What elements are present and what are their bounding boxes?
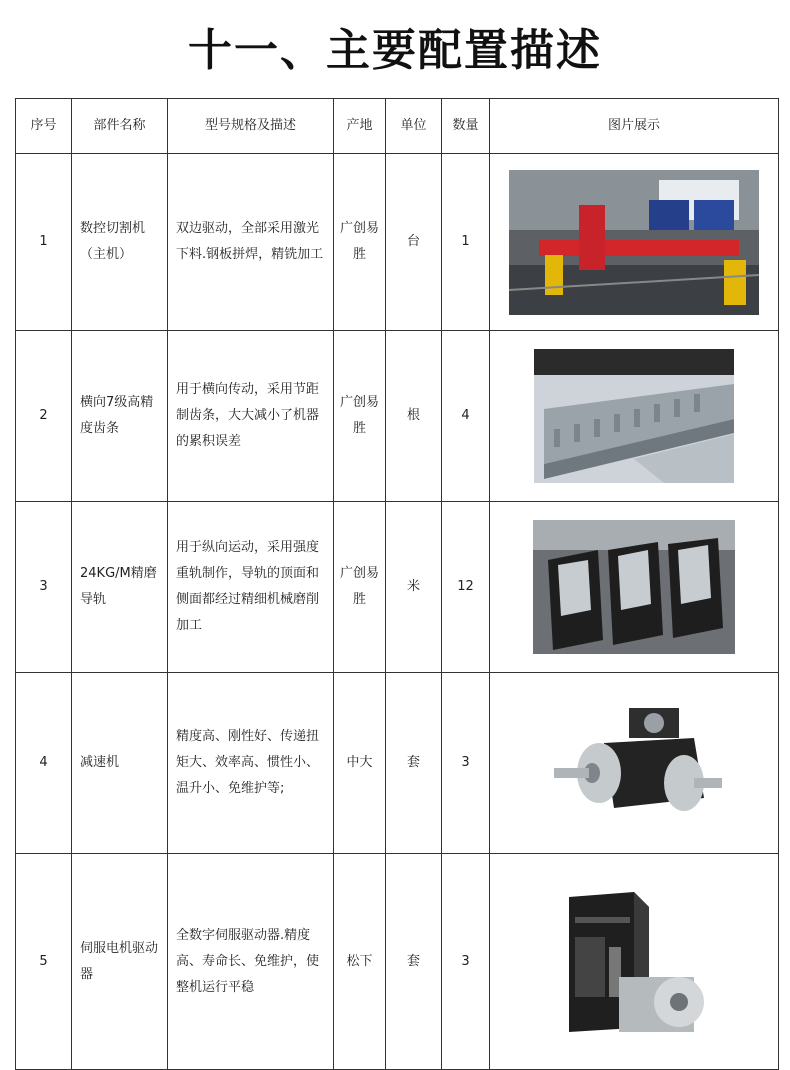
- row-qty: 3: [442, 673, 490, 854]
- row-origin: 广创易胜: [334, 154, 386, 331]
- guide-rail-photo: [533, 520, 735, 654]
- gear-rack-photo: [534, 349, 734, 483]
- row-desc: 用于横向传动，采用节距制齿条，大大减小了机器的累积误差: [168, 331, 334, 502]
- row-unit: 米: [386, 502, 442, 673]
- reducer-photo: [544, 698, 724, 828]
- table-row: [16, 154, 779, 331]
- row-desc: 用于纵向运动，采用强度重轨制作，导轨的顶面和侧面都经过精细机械磨削加工: [168, 502, 334, 673]
- row-unit: 套: [386, 854, 442, 1070]
- table-row: [16, 331, 779, 502]
- row-qty: 12: [442, 502, 490, 673]
- gantry-cutting-machine-photo: [509, 170, 759, 315]
- header-no: 序号: [16, 99, 72, 154]
- row-no: 1: [16, 154, 72, 331]
- row-desc: 全数字伺服驱动器.精度高、寿命长、免维护，使整机运行平稳: [168, 854, 334, 1070]
- row-image-cell: [490, 331, 779, 502]
- row-qty: 3: [442, 854, 490, 1070]
- row-no: 2: [16, 331, 72, 502]
- header-qty: 数量: [442, 99, 490, 154]
- header-desc: 型号规格及描述: [168, 99, 334, 154]
- row-name: 减速机: [72, 673, 168, 854]
- row-unit: 根: [386, 331, 442, 502]
- row-desc: 精度高、刚性好、传递扭矩大、效率高、惯性小、温升小、免维护等;: [168, 673, 334, 854]
- table-row: [16, 502, 779, 673]
- servo-motor-driver-photo: [539, 887, 729, 1037]
- row-name: 伺服电机驱动器: [72, 854, 168, 1070]
- table-row: [16, 854, 779, 1070]
- row-no: 4: [16, 673, 72, 854]
- row-no: 5: [16, 854, 72, 1070]
- table-row: [16, 673, 779, 854]
- row-no: 3: [16, 502, 72, 673]
- row-origin: 中大: [334, 673, 386, 854]
- row-image-cell: [490, 854, 779, 1070]
- row-unit: 套: [386, 673, 442, 854]
- header-unit: 单位: [386, 99, 442, 154]
- row-desc: 双边驱动，全部采用激光下料.钢板拼焊，精铣加工: [168, 154, 334, 331]
- header-row: [16, 99, 779, 154]
- config-table: [15, 98, 779, 1070]
- row-name: 数控切割机（主机）: [72, 154, 168, 331]
- row-origin: 广创易胜: [334, 331, 386, 502]
- row-image-cell: [490, 154, 779, 331]
- row-origin: 松下: [334, 854, 386, 1070]
- header-origin: 产地: [334, 99, 386, 154]
- row-qty: 1: [442, 154, 490, 331]
- row-image-cell: [490, 673, 779, 854]
- header-image: 图片展示: [490, 99, 779, 154]
- header-name: 部件名称: [72, 99, 168, 154]
- row-qty: 4: [442, 331, 490, 502]
- row-name: 24KG/M精磨导轨: [72, 502, 168, 673]
- row-image-cell: [490, 502, 779, 673]
- row-origin: 广创易胜: [334, 502, 386, 673]
- row-name: 横向7级高精度齿条: [72, 331, 168, 502]
- row-unit: 台: [386, 154, 442, 331]
- page-title: 十一、主要配置描述: [188, 25, 602, 76]
